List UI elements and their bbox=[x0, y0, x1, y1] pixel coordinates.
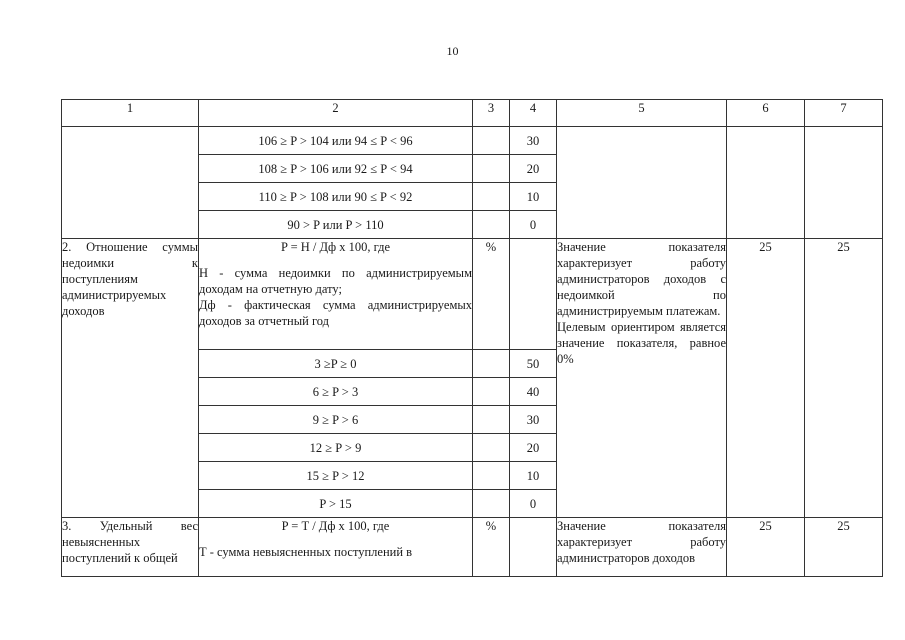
unit-cell bbox=[473, 462, 510, 490]
condition-cell: 108 ≥ P > 106 или 92 ≤ P < 94 bbox=[199, 155, 473, 183]
condition-cell: 3 ≥P ≥ 0 bbox=[199, 350, 473, 378]
condition-cell: 106 ≥ P > 104 или 94 ≤ P < 96 bbox=[199, 127, 473, 155]
indicator-1-col7-cell bbox=[805, 127, 883, 239]
unit-cell bbox=[473, 155, 510, 183]
unit-cell bbox=[473, 378, 510, 406]
header-col-4: 4 bbox=[510, 100, 557, 127]
condition-cell: 9 ≥ P > 6 bbox=[199, 406, 473, 434]
score-cell: 0 bbox=[510, 211, 557, 239]
indicator-3-description: Значение показателя характеризует работу администраторов доходов bbox=[557, 519, 726, 565]
condition-cell: 12 ≥ P > 9 bbox=[199, 434, 473, 462]
condition-cell: 90 > P или P > 110 bbox=[199, 211, 473, 239]
header-col-3: 3 bbox=[473, 100, 510, 127]
score-cell: 50 bbox=[510, 350, 557, 378]
unit-cell bbox=[473, 406, 510, 434]
indicator-3-name: 3. Удельный вес невыясненных поступлений к общей bbox=[62, 519, 198, 565]
indicator-3-unit: % bbox=[473, 518, 510, 577]
indicator-2-col7: 25 bbox=[805, 239, 883, 518]
score-cell bbox=[510, 518, 557, 577]
unit-cell bbox=[473, 490, 510, 518]
indicator-2-unit: % bbox=[473, 239, 510, 350]
indicator-1-name-cell bbox=[62, 127, 199, 239]
page-number: 10 bbox=[446, 44, 459, 58]
indicator-1-description-cell bbox=[557, 127, 727, 239]
header-col-7: 7 bbox=[805, 100, 883, 127]
indicator-2-definition-n: Н - сумма недоимки по администрируемым доходам на отчетную дату; bbox=[199, 266, 472, 296]
condition-cell: 110 ≥ P > 108 или 90 ≤ P < 92 bbox=[199, 183, 473, 211]
indicator-2-formula-cell bbox=[199, 239, 473, 350]
score-cell: 30 bbox=[510, 406, 557, 434]
indicator-3-col7: 25 bbox=[805, 518, 883, 577]
table-row bbox=[62, 518, 883, 577]
score-cell: 10 bbox=[510, 183, 557, 211]
indicator-2-description-1: Значение показателя характеризует работу администраторов доходов с недоимкой по администрируемым платежам. bbox=[557, 240, 726, 318]
indicator-2-description-2: Целевым ориентиром является значение показателя, равное 0% bbox=[557, 320, 726, 366]
score-cell bbox=[510, 239, 557, 350]
indicator-3-formula-cell bbox=[199, 518, 473, 577]
indicator-3-col6: 25 bbox=[727, 518, 805, 577]
condition-cell: 15 ≥ P > 12 bbox=[199, 462, 473, 490]
unit-cell bbox=[473, 350, 510, 378]
condition-cell: P > 15 bbox=[199, 490, 473, 518]
unit-cell bbox=[473, 127, 510, 155]
indicator-3-name-cell bbox=[62, 518, 199, 577]
indicator-2-col6: 25 bbox=[727, 239, 805, 518]
score-cell: 10 bbox=[510, 462, 557, 490]
condition-cell: 6 ≥ P > 3 bbox=[199, 378, 473, 406]
header-col-1: 1 bbox=[62, 100, 199, 127]
table-row bbox=[62, 239, 883, 350]
indicator-2-formula: P = Н / Дф х 100, где bbox=[280, 240, 391, 254]
header-col-6: 6 bbox=[727, 100, 805, 127]
table-row bbox=[62, 127, 883, 155]
indicator-2-definition-d: Дф - фактическая сумма администрируемых доходов за отчетный год bbox=[199, 298, 472, 328]
score-cell: 40 bbox=[510, 378, 557, 406]
indicator-2-name: 2. Отношение суммы недоимки к поступлениям администрируемых доходов bbox=[62, 239, 199, 518]
unit-cell bbox=[473, 434, 510, 462]
header-col-5: 5 bbox=[557, 100, 727, 127]
indicator-1-col6-cell bbox=[727, 127, 805, 239]
score-cell: 0 bbox=[510, 490, 557, 518]
unit-cell bbox=[473, 211, 510, 239]
score-cell: 20 bbox=[510, 155, 557, 183]
header-row bbox=[62, 100, 883, 127]
score-cell: 20 bbox=[510, 434, 557, 462]
indicator-3-description-cell bbox=[557, 518, 727, 577]
indicator-3-definition-t: Т - сумма невыясненных поступлений в bbox=[199, 545, 413, 559]
indicators-table bbox=[61, 99, 883, 577]
header-col-2: 2 bbox=[199, 100, 473, 127]
unit-cell bbox=[473, 183, 510, 211]
score-cell: 30 bbox=[510, 127, 557, 155]
indicator-2-description-cell bbox=[557, 239, 727, 518]
indicator-3-formula: P = Т / Дф х 100, где bbox=[281, 519, 390, 533]
